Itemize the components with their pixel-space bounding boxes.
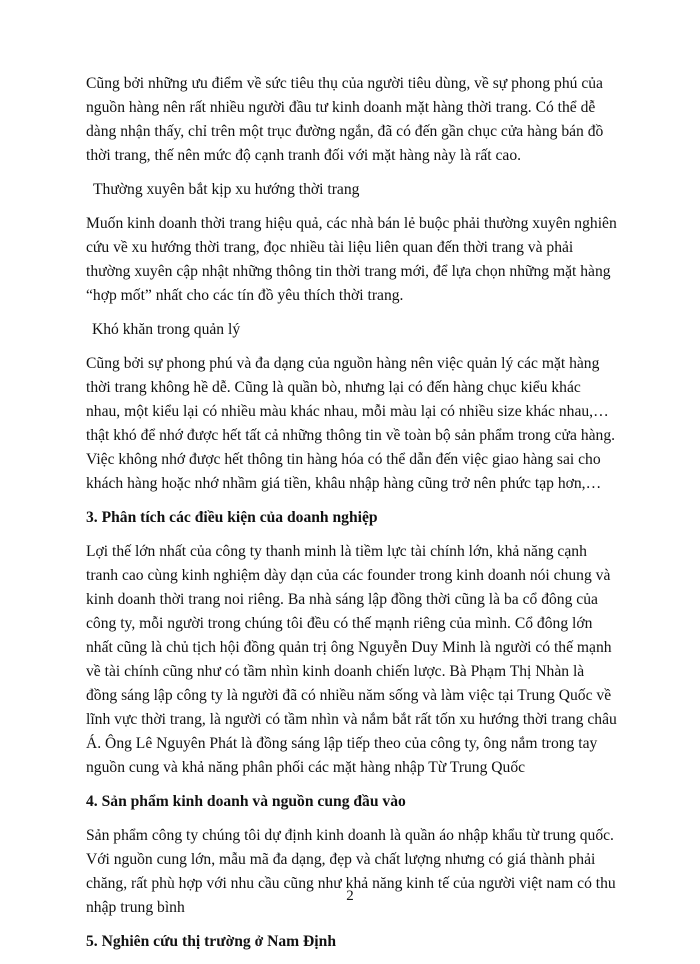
subheading-management: Khó khăn trong quản lý bbox=[92, 321, 241, 338]
paragraph-products-supply: Sản phẩm công ty chúng tôi dự định kinh doanh là quần áo nhập khẩu từ trung quốc. Với nguồn cung lớn, mẫu mã đa dạng, đẹp và chất lượng nhưng có giá thành phải chăng, rất phù hợp với nhu cầu cũng như khả năng kinh tế của người việt nam có thu nhập trung bình bbox=[86, 827, 616, 916]
section-heading-3: 3. Phân tích các điều kiện của doanh nghiệp bbox=[86, 509, 378, 526]
document-page bbox=[86, 72, 618, 964]
section-heading-4: 4. Sản phẩm kinh doanh và nguồn cung đầu vào bbox=[86, 793, 406, 810]
paragraph-competition: Cũng bởi những ưu điểm về sức tiêu thụ của người tiêu dùng, về sự phong phú của nguồn hàng nên rất nhiều người đầu tư kinh doanh mặt hàng thời trang. Có thể dễ dàng nhận thấy, chỉ trên một trục đường ngắn, đã có đến gần chục cửa hàng bán đồ thời trang, thế nên mức độ cạnh tranh đối với mặt hàng này là rất cao. bbox=[86, 75, 604, 164]
section-heading-5: 5. Nghiên cứu thị trường ở Nam Định bbox=[86, 933, 336, 950]
paragraph-management: Cũng bởi sự phong phú và đa dạng của nguồn hàng nên việc quản lý các mặt hàng thời trang không hề dễ. Cũng là quần bò, nhưng lại có đến hàng chục kiểu khác nhau, một kiểu lại có nhiều màu khác nhau, mỗi màu lại có nhiều size khác nhau,… thật khó để nhớ được hết tất cả những thông tin về toàn bộ sản phẩm trong cửa hàng. Việc không nhớ được hết thông tin hàng hóa có thể dẫn đến việc giao hàng sai cho khách hàng hoặc nhớ nhầm giá tiền, khâu nhập hàng cũng trở nên phức tạp hơn,… bbox=[86, 355, 616, 492]
subheading-trends: Thường xuyên bắt kịp xu hướng thời trang bbox=[93, 181, 360, 198]
page-number: 2 bbox=[346, 888, 354, 904]
paragraph-business-conditions: Lợi thế lớn nhất của công ty thanh minh là tiềm lực tài chính lớn, khả năng cạnh tranh cao cùng kinh nghiệm dày dạn của các founder trong kinh doanh nói chung và kinh doanh thời trang noi riêng. Ba nhà sáng lập đồng thời cũng là ba cổ đông của công ty, mỗi người trong chúng tôi đều có thế mạnh riêng của mình. Cổ đông lớn nhất cũng là chủ tịch hội đồng quản trị ông Nguyễn Duy Minh là người có thế mạnh về tài chính cũng như có tầm nhìn kinh doanh chiến lược. Bà Phạm Thị Nhàn là đồng sáng lập công ty là người đã có nhiều năm sống và làm việc tại Trung Quốc về lĩnh vực thời trang, là người có tầm nhìn và nắm bắt rất tốn xu hướng thời trang châu Á. Ông Lê Nguyên Phát là đồng sáng lập tiếp theo của công ty, ông nắm trong tay nguồn cung và khả năng phân phối các mặt hàng nhập Từ Trung Quốc bbox=[86, 543, 617, 776]
paragraph-trends: Muốn kinh doanh thời trang hiệu quả, các nhà bán lẻ buộc phải thường xuyên nghiên cứu về xu hướng thời trang, đọc nhiều tài liệu liên quan đến thời trang và phải thường xuyên cập nhật những thông tin thời trang mới, để lựa chọn những mặt hàng “hợp mốt” nhất cho các tín đồ yêu thích thời trang. bbox=[86, 215, 617, 304]
